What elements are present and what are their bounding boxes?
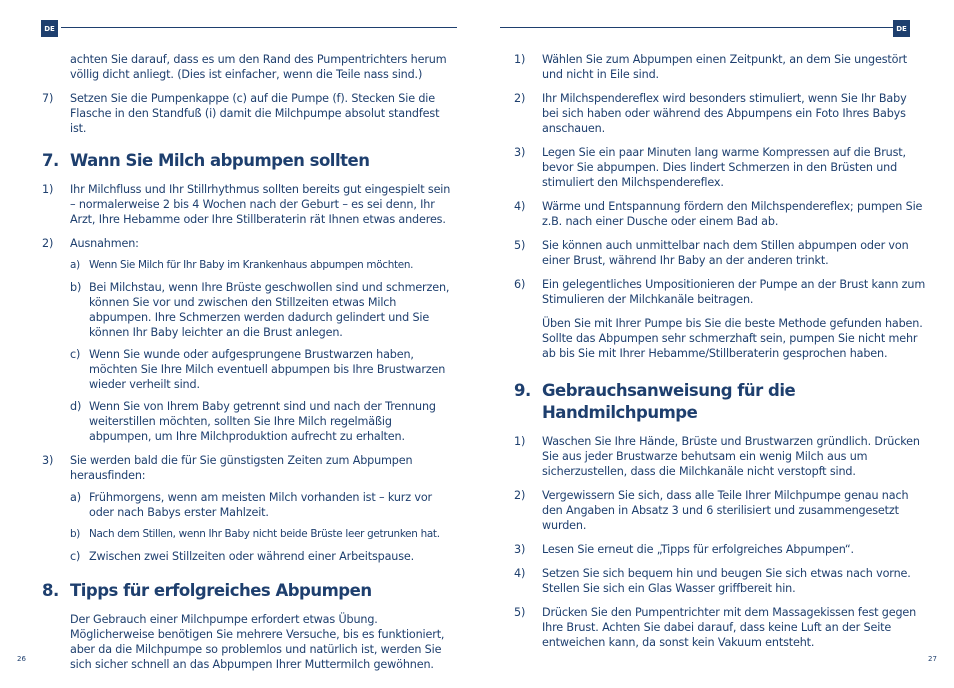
sub-item-text: Zwischen zwei Stillzeiten oder während einer Arbeitspause.: [89, 550, 415, 563]
item-number: 2): [42, 237, 54, 250]
list-item: [514, 488, 926, 533]
list-item: [514, 91, 926, 136]
item-text: Legen Sie ein paar Minuten lang warme Kompressen auf die Brust, bevor Sie abpumpen. Dies lindert Schmerzen in den Brüsten und stimuliert den Milchspendereflex.: [542, 146, 906, 189]
sub-item-text: Wenn Sie wunde oder aufgesprungene Brustwarzen haben, möchten Sie Ihre Milch eventuell abpumpen bis Ihre Brustwarzen wieder verheilt sind.: [89, 348, 446, 391]
sub-item: [42, 490, 452, 520]
heading-number: 7.: [42, 151, 59, 170]
item-text: Ein gelegentliches Umpositionieren der Pumpe an der Brust kann zum Stimulieren der Milchkanäle beitragen.: [542, 278, 926, 306]
list-item: [514, 52, 926, 82]
sub-item: [42, 280, 452, 340]
item-number: 3): [514, 543, 526, 556]
sub-item-text: Wenn Sie von Ihrem Baby getrennt sind und nach der Trennung weiterstillen möchten, sollten Sie Ihre Milch regelmäßig abpumpen, um Ihre Milchproduktion aufrecht zu erhalten.: [89, 400, 436, 443]
item-number: 4): [514, 567, 526, 580]
sub-item: [42, 399, 452, 444]
item-text: Ihr Milchfluss und Ihr Stillrhythmus sollten bereits gut eingespielt sein – normalerweise 2 bis 4 Wochen nach der Geburt – es sei denn, Ihr Arzt, Ihre Hebamme oder Ihre Stillberaterin rät Ihnen etwas anderes.: [70, 183, 451, 226]
list-item: [42, 182, 452, 227]
item-number: 5): [514, 239, 526, 252]
list-item: [42, 236, 452, 251]
header-rule: [500, 27, 897, 28]
section-heading-9: [514, 380, 926, 424]
section-intro-paragraph: Der Gebrauch einer Milchpumpe erfordert etwas Übung. Möglicherweise benötigen Sie mehrere Versuche, bis es funktioniert, aber da die Milchpumpe so problemlos und natürlich ist, werden Sie sich sicher schnell an das Abpumpen Ihrer Muttermilch gewöhnen.: [70, 613, 445, 671]
list-item: [514, 566, 926, 596]
header-rule: [61, 27, 457, 28]
item-text: Setzen Sie sich bequem hin und beugen Sie sich etwas nach vorne. Stellen Sie sich ein Glas Wasser griffbereit hin.: [542, 567, 911, 595]
item-number: 1): [42, 183, 54, 196]
list-item: [514, 145, 926, 190]
list-item: [514, 199, 926, 229]
step-7: [42, 91, 452, 136]
item-number: 1): [514, 435, 526, 448]
language-badge: DE: [893, 20, 910, 37]
sub-item: [42, 258, 452, 273]
item-text: Drücken Sie den Pumpentrichter mit dem Massagekissen fest gegen Ihre Brust. Achten Sie dabei darauf, dass keine Luft an der Seite entweichen kann, da sonst kein Vakuum entsteht.: [542, 606, 917, 649]
item-number: 2): [514, 92, 526, 105]
sub-item: [42, 549, 452, 564]
tips-note-paragraph: Üben Sie mit Ihrer Pumpe bis Sie die beste Methode gefunden haben. Sollte das Abpumpen sehr schmerzhaft sein, pumpen Sie nicht mehr ab bis Sie mit Ihrer Hebamme/Stillberaterin gesprochen haben.: [542, 317, 923, 360]
list-item: [514, 542, 926, 557]
item-text: Sie werden bald die für Sie günstigsten Zeiten zum Abpumpen herausfinden:: [70, 454, 413, 482]
sub-item: [42, 527, 452, 542]
sub-item-letter: b): [70, 281, 82, 294]
sub-item: [42, 347, 452, 392]
heading-title: Tipps für erfolgreiches Abpumpen: [70, 581, 372, 600]
page-number: 27: [928, 655, 937, 663]
right-page-content: [514, 52, 926, 659]
sub-item-letter: c): [70, 550, 81, 563]
left-page-content: [42, 52, 452, 672]
item-number: 4): [514, 200, 526, 213]
language-badge: DE: [41, 20, 58, 37]
heading-title-line-1: Gebrauchsanweisung für die: [542, 381, 796, 400]
page-number: 26: [17, 655, 26, 663]
item-text: Setzen Sie die Pumpenkappe (c) auf die Pumpe (f). Stecken Sie die Flasche in den Standfuß (i) damit die Milchpumpe absolut standfest ist.: [70, 92, 440, 135]
heading-title-line-2: Handmilchpumpe: [542, 403, 698, 422]
right-page: [477, 0, 954, 688]
section-heading-8: [42, 580, 452, 602]
item-text: Sie können auch unmittelbar nach dem Stillen abpumpen oder von einer Brust, während Ihr Baby an der anderen trinkt.: [542, 239, 909, 267]
sub-item-letter: a): [70, 491, 81, 504]
list-item: [514, 605, 926, 650]
item-number: 6): [514, 278, 526, 291]
list-item: [514, 238, 926, 268]
item-text: Wärme und Entspannung fördern den Milchspendereflex; pumpen Sie z.B. nach einer Dusche oder einem Bad ab.: [542, 200, 923, 228]
heading-title: Wann Sie Milch abpumpen sollten: [70, 151, 370, 170]
sub-item-letter: a): [70, 259, 80, 271]
heading-number: 8.: [42, 581, 59, 600]
item-text: Wählen Sie zum Abpumpen einen Zeitpunkt, an dem Sie ungestört und nicht in Eile sind.: [542, 53, 908, 81]
item-number: 2): [514, 489, 526, 502]
heading-number: 9.: [514, 381, 531, 400]
item-number: 5): [514, 606, 526, 619]
list-item: [42, 453, 452, 483]
continuation-paragraph: achten Sie darauf, dass es um den Rand des Pumpentrichters herum völlig dicht anliegt. (Dies ist einfacher, wenn die Teile nass sind.): [70, 53, 447, 81]
list-item: [514, 434, 926, 479]
sub-item-text: Bei Milchstau, wenn Ihre Brüste geschwollen sind und schmerzen, können Sie vor und zwischen den Stillzeiten etwas Milch abpumpen. Ihre Schmerzen werden dadurch gelindert und Sie können Ihr Baby leichter an die Brust anlegen.: [89, 281, 450, 339]
item-text: Ihr Milchspendereflex wird besonders stimuliert, wenn Sie Ihr Baby bei sich haben oder während des Abpumpens ein Foto Ihres Babys anschauen.: [542, 92, 907, 135]
sub-item-text: Nach dem Stillen, wenn Ihr Baby nicht beide Brüste leer getrunken hat.: [89, 528, 440, 540]
item-text: Vergewissern Sie sich, dass alle Teile Ihrer Milchpumpe genau nach den Angaben in Absatz 3 und 6 sterilisiert und zusammengesetzt wurden.: [542, 489, 909, 532]
item-number: 7): [42, 92, 54, 105]
item-number: 3): [42, 454, 54, 467]
item-number: 1): [514, 53, 526, 66]
sub-item-text: Frühmorgens, wenn am meisten Milch vorhanden ist – kurz vor oder nach Babys erster Mahlzeit.: [89, 491, 432, 519]
sub-item-letter: d): [70, 400, 82, 413]
sub-item-letter: c): [70, 348, 81, 361]
item-text: Waschen Sie Ihre Hände, Brüste und Brustwarzen gründlich. Drücken Sie aus jeder Brustwarze behutsam ein wenig Milch aus um sicherzustellen, dass die Milchkanäle nicht verstopft sind.: [542, 435, 920, 478]
sub-item-text: Wenn Sie Milch für Ihr Baby im Krankenhaus abpumpen möchten.: [89, 259, 414, 271]
item-text: Lesen Sie erneut die „Tipps für erfolgreiches Abpumpen“.: [542, 543, 854, 556]
section-heading-7: [42, 150, 452, 172]
item-text: Ausnahmen:: [70, 237, 139, 250]
item-number: 3): [514, 146, 526, 159]
sub-item-letter: b): [70, 528, 81, 540]
list-item: [514, 277, 926, 307]
